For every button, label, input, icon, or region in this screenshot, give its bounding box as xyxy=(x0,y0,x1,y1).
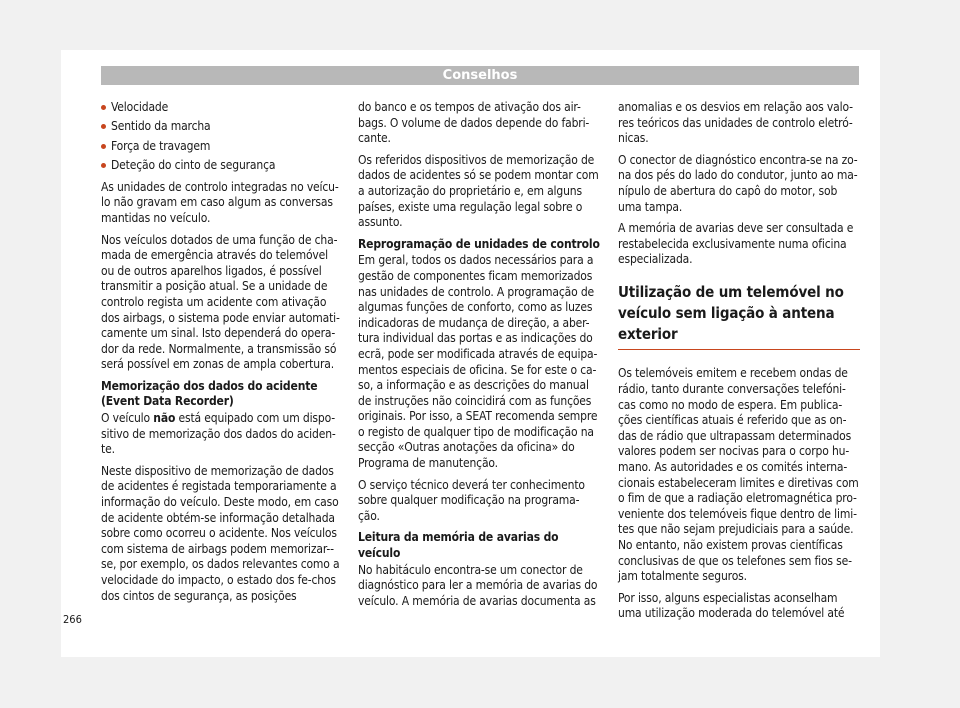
column-2 xyxy=(358,100,600,615)
page-number: 266 xyxy=(63,613,82,626)
list-item: Deteção do cinto de segurança xyxy=(101,158,343,174)
emphasis: não xyxy=(153,411,176,426)
paragraph: Nos veículos dotados de uma função de cha-mada de emergência através do telemóvel ou de outros aparelhos ligados, é possível transmitir a posição atual. Se a unidade de controlo regista um acidente com ativação dos airbags, o sistema pode enviar automati-camente um sinal. Isto dependerá do opera-dor da rede. Normalmente, a transmissão só será possível em zonas de ampla cobertura. xyxy=(101,232,340,372)
paragraph: Os telemóveis emitem e recebem ondas de rádio, tanto durante conversações telefóni-cas como no modo de espera. Em publica-ções científicas atuais é referido que as on-das de rádio que ultrapassam determinados valores podem ser nocivas para o corpo hu-mano. As autoridades e os comités interna-cionais estabeleceram limites e diretivas com o fim de que a radiação eletromagnética pro-veniente dos telemóveis fique dentro de limi-tes que não sejam prejudiciais para a saúde. No entanto, não existem provas científicas conclusivas de que os telefones sem fios se-jam totalmente seguros. xyxy=(618,366,859,584)
column-3 xyxy=(618,100,860,628)
list-item: Velocidade xyxy=(101,100,343,116)
subheading: Leitura da memória de avarias do veículo xyxy=(358,530,559,561)
subheading: Memorização dos dados do acidente (Event Data Recorder) xyxy=(101,378,318,409)
bullet-icon xyxy=(101,105,106,110)
bullet-icon xyxy=(101,144,106,149)
section-title: Utilização de um telemóvel no veículo sem ligação à antena exterior xyxy=(618,282,844,343)
list-item: Sentido da marcha xyxy=(101,119,343,135)
paragraph: Os referidos dispositivos de memorização de dados de acidentes só se podem montar com a autorização do proprietário e, em alguns países, existe uma regulação legal sobre o assunto. xyxy=(358,152,599,230)
accent-divider xyxy=(618,349,860,351)
paragraph: No habitáculo encontra-se um conector de diagnóstico para ler a memória de avarias do veículo. A memória de avarias documenta as xyxy=(358,562,598,608)
bullet-icon xyxy=(101,124,106,129)
paragraph: Em geral, todos os dados necessários para a gestão de componentes ficam memorizados nas unidades de controlo. A programação de algumas funções de conforto, como as luzes indicadoras de mudança de direção, a aber-tura individual das portas e as indicações do ecrã, pode ser modificada através de equipa-mentos especiais de oficina. Se for este o ca-so, a informação e as descrições do manual de instruções não coincidirá com as funções originais. Por isso, a SEAT recomenda sempre o registo de qualquer tipo de modificação na secção «Outras anotações da oficina» do Programa de manutenção. xyxy=(358,253,598,471)
subheading: Reprogramação de unidades de controlo xyxy=(358,236,600,251)
list-item: Força de travagem xyxy=(101,139,343,155)
paragraph: anomalias e os desvios em relação aos valo-res teóricos das unidades de controlo eletró-nicas. xyxy=(618,100,853,146)
paragraph: O veículo não está equipado com um dispo-sitivo de memorização dos dados do aciden-te. xyxy=(101,411,336,457)
paragraph: O serviço técnico deverá ter conhecimento sobre qualquer modificação na programa-ção. xyxy=(358,477,585,523)
paragraph: Por isso, alguns especialistas aconselham uma utilização moderada do telemóvel até xyxy=(618,590,845,621)
paragraph: O conector de diagnóstico encontra-se na zo-na dos pés do lado do condutor, junto ao ma-nípulo de abertura do capô do motor, sob uma tampa. xyxy=(618,152,858,214)
paragraph: do banco e os tempos de ativação dos air-bags. O volume de dados depende do fabri-cante. xyxy=(358,100,590,146)
column-1 xyxy=(101,100,343,610)
paragraph: Neste dispositivo de memorização de dados de acidentes é registada temporariamente a informação do veículo. Deste modo, em caso de acidente obtém-se informação detalhada sobre como ocorreu o acidente. Nos veículos com sistema de airbags podem memorizar--se, por exemplo, os dados relevantes como a velocidade do impacto, o estado dos fe-chos dos cintos de segurança, as posições xyxy=(101,463,340,603)
section-header-bar: Conselhos xyxy=(101,66,859,85)
bullet-list xyxy=(101,100,343,174)
paragraph: As unidades de controlo integradas no veícu-lo não gravam em caso algum as conversas mantidas no veículo. xyxy=(101,179,339,225)
bullet-icon xyxy=(101,163,106,168)
paragraph: A memória de avarias deve ser consultada e restabelecida exclusivamente numa oficina especializada. xyxy=(618,221,854,267)
